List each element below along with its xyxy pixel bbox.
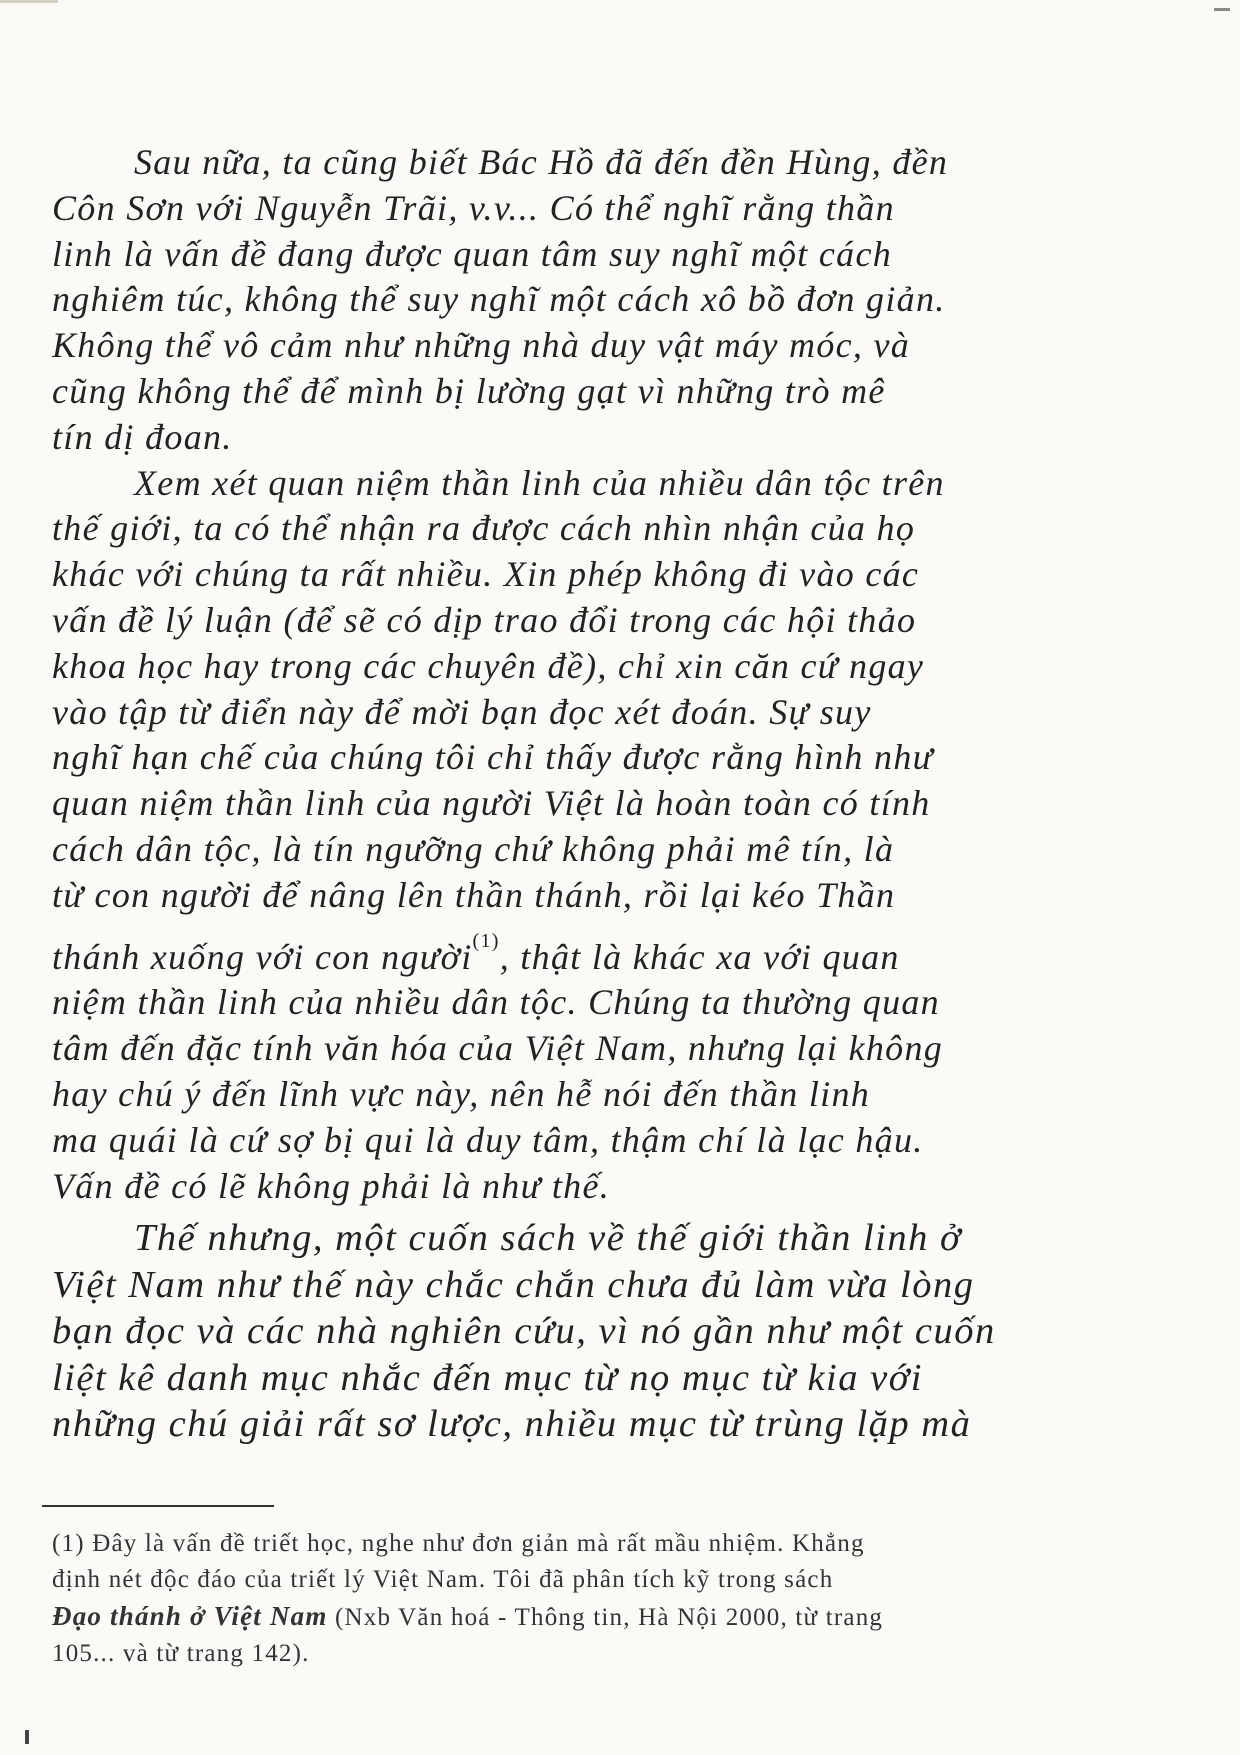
text-line-with-footnote-ref <box>52 919 1100 981</box>
text-line: tâm đến đặc tính văn hóa của Việt Nam, nhưng lại không <box>52 1028 944 1069</box>
text-line: cũng không thể để mình bị lường gạt vì những trò mê <box>52 370 886 411</box>
text-line: cách dân tộc, là tín ngưỡng chứ không phải mê tín, là <box>52 828 895 869</box>
scan-edge-mark <box>25 1730 29 1744</box>
text-line: vào tập từ điển này để mời bạn đọc xét đoán. Sự suy <box>52 691 872 732</box>
text-line: bạn đọc và các nhà nghiên cứu, vì nó gần như một cuốn <box>52 1310 996 1353</box>
paragraph-2 <box>52 461 1100 1210</box>
footnote-line <box>52 1598 1112 1636</box>
footnote-line: (1) Đây là vấn đề triết học, nghe như đơn giản mà rất mầu nhiệm. Khẳng <box>52 1530 865 1557</box>
text-line: Côn Sơn với Nguyễn Trãi, v.v... Có thể nghĩ rằng thần <box>52 187 895 228</box>
footnote-divider <box>42 1505 274 1507</box>
text-segment: thánh xuống với con người <box>52 936 473 977</box>
body-text <box>52 140 1100 1448</box>
text-line: từ con người để nâng lên thần thánh, rồi lại kéo Thần <box>52 874 896 915</box>
text-line: Không thể vô cảm như những nhà duy vật máy móc, và <box>52 325 911 366</box>
footnote-reference[interactable]: (1) <box>472 929 500 952</box>
text-line: hay chú ý đến lĩnh vực này, nên hễ nói đến thần linh <box>52 1073 871 1114</box>
text-line: khoa học hay trong các chuyên đề), chỉ xin căn cứ ngay <box>52 645 925 686</box>
text-line: tín dị đoan. <box>52 416 233 457</box>
text-line: quan niệm thần linh của người Việt là hoàn toàn có tính <box>52 783 931 824</box>
text-line: Vấn đề có lẽ không phải là như thế. <box>52 1165 611 1206</box>
paragraph-1 <box>52 140 1100 461</box>
footnote <box>52 1526 1112 1672</box>
text-line: niệm thần linh của nhiều dân tộc. Chúng ta thường quan <box>52 982 940 1023</box>
text-line: những chú giải rất sơ lược, nhiều mục từ trùng lặp mà <box>52 1403 972 1446</box>
footnote-line: 105... và từ trang 142). <box>52 1640 310 1667</box>
text-line: linh là vấn đề đang được quan tâm suy nghĩ một cách <box>52 233 893 274</box>
text-segment: , thật là khác xa với quan <box>499 936 900 977</box>
paragraph-3 <box>52 1215 1100 1448</box>
footnote-line: định nét độc đáo của triết lý Việt Nam. Tôi đã phân tích kỹ trong sách <box>52 1566 834 1593</box>
book-title: Đạo thánh ở Việt Nam <box>52 1601 328 1631</box>
scan-edge-mark <box>1214 8 1230 11</box>
scan-edge-mark <box>0 0 58 3</box>
text-line: khác với chúng ta rất nhiều. Xin phép không đi vào các <box>52 554 920 595</box>
text-line: Xem xét quan niệm thần linh của nhiều dân tộc trên <box>134 462 945 503</box>
text-line: ma quái là cứ sợ bị qui là duy tâm, thậm chí là lạc hậu. <box>52 1119 924 1160</box>
text-line: liệt kê danh mục nhắc đến mục từ nọ mục từ kia với <box>52 1356 923 1399</box>
text-line: Thế nhưng, một cuốn sách về thế giới thần linh ở <box>134 1217 963 1260</box>
text-line: thế giới, ta có thể nhận ra được cách nhìn nhận của họ <box>52 508 916 549</box>
text-line: nghiêm túc, không thể suy nghĩ một cách xô bồ đơn giản. <box>52 279 946 320</box>
text-line: vấn đề lý luận (để sẽ có dịp trao đổi trong các hội thảo <box>52 599 917 640</box>
text-line: Sau nữa, ta cũng biết Bác Hồ đã đến đền Hùng, đền <box>134 142 949 182</box>
text-line: nghĩ hạn chế của chúng tôi chỉ thấy được rằng hình như <box>52 737 934 778</box>
text-line: Việt Nam như thế này chắc chắn chưa đủ làm vừa lòng <box>52 1263 975 1306</box>
footnote-text: (Nxb Văn hoá - Thông tin, Hà Nội 2000, từ trang <box>327 1604 884 1631</box>
